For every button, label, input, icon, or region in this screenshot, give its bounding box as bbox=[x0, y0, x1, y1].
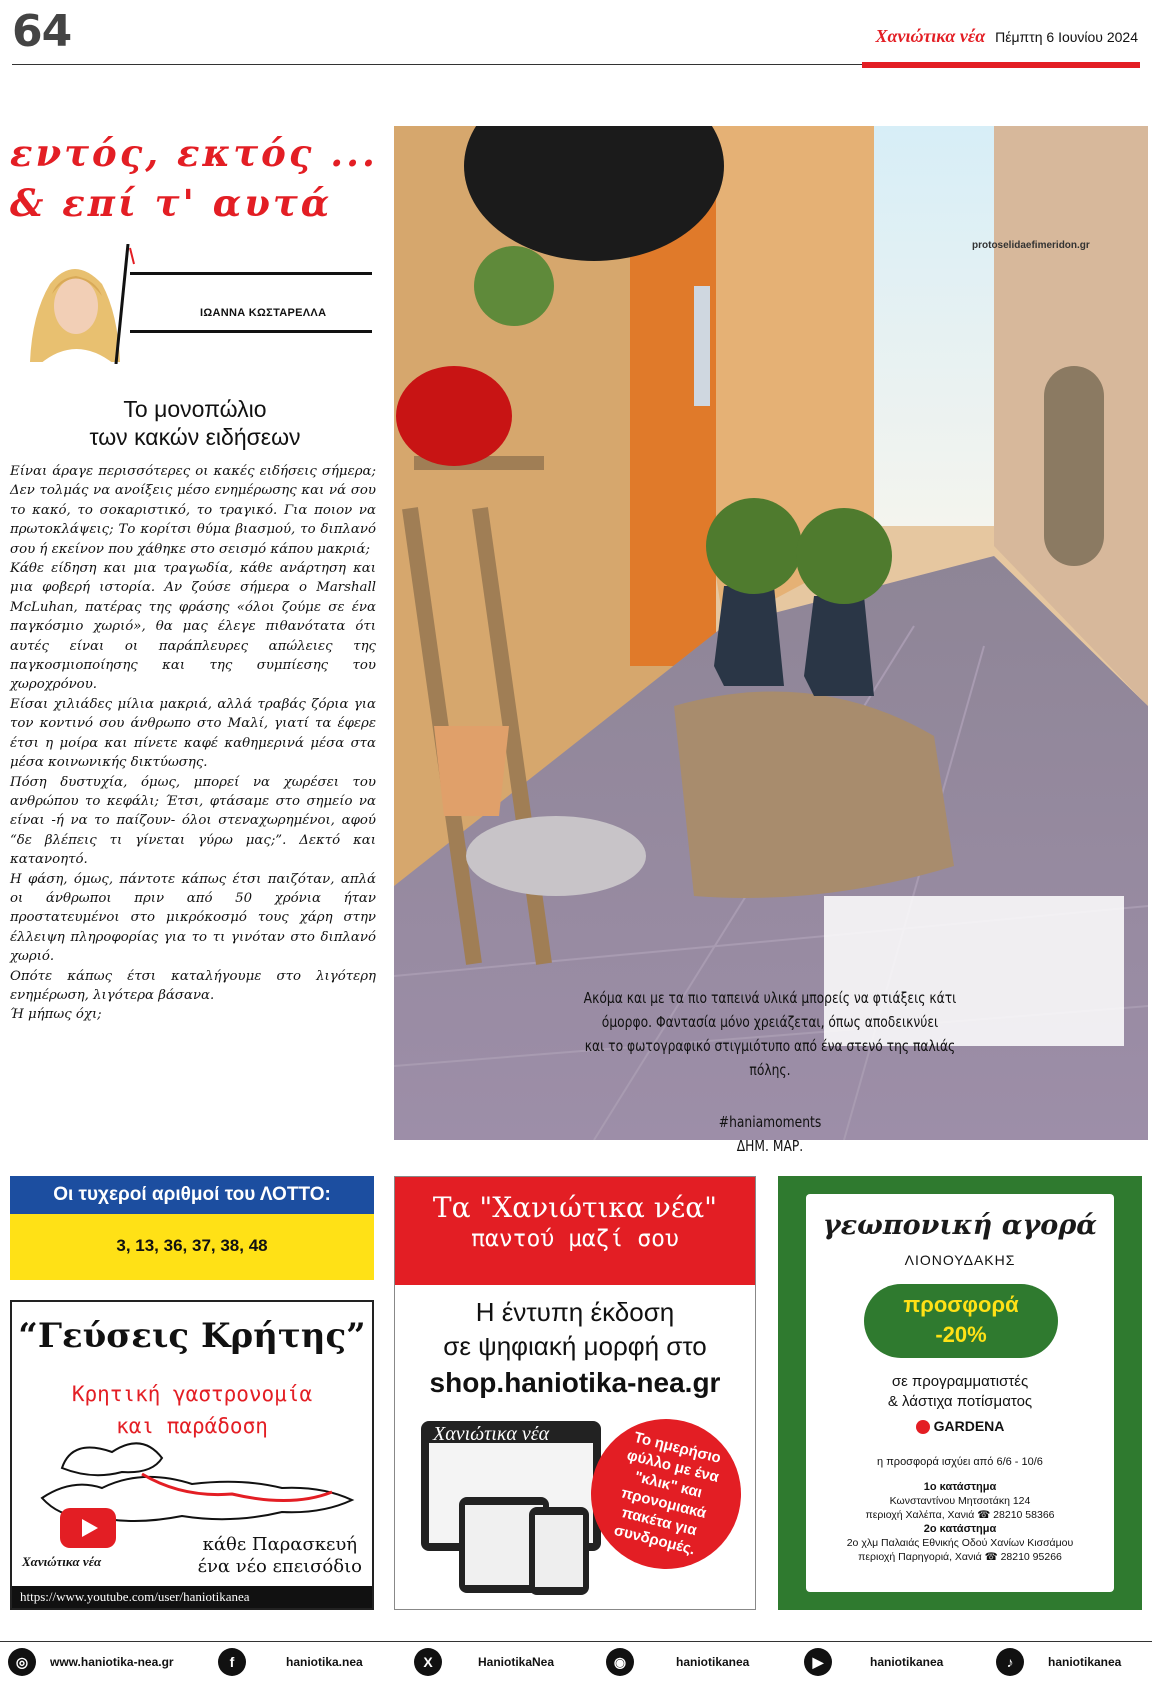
store1-title: 1ο κατάστημα bbox=[923, 1481, 997, 1493]
geo-title: γεωπονική αγορά bbox=[822, 1210, 1098, 1241]
youtube-icon bbox=[60, 1508, 116, 1548]
author-rule-bottom bbox=[130, 330, 372, 333]
article-paragraph: Πόση δυστυχία, όμως, μπορεί να χωρέσει του ανθρώπου το κεφάλι; Έτσι, φτάσαμε στο σημείο να είναι -ή να το παίζουν- όλοι στεναχωρημένοι, αφού “δε βλέπεις τι γίνεται γύρω μας;”. Δεκτό και κατανοητό. bbox=[10, 774, 376, 868]
geuseis-schedule-line2: ένα νέο επεισόδιο bbox=[197, 1556, 362, 1577]
lotto-box bbox=[10, 1176, 374, 1280]
globe-icon: ◎ bbox=[8, 1648, 36, 1676]
hn-ad-banner bbox=[395, 1177, 755, 1285]
geuseis-brand: Χανιώτικα νέα bbox=[22, 1554, 102, 1569]
footer-website[interactable]: www.haniotika-nea.gr bbox=[50, 1655, 174, 1669]
youtube-footer-icon[interactable]: ▶ bbox=[804, 1648, 832, 1676]
geo-offer-value: -20% bbox=[935, 1322, 987, 1347]
caption-credit: ΔΗΜ. ΜΑΡ. bbox=[736, 1137, 804, 1155]
instagram-icon[interactable]: ◉ bbox=[606, 1648, 634, 1676]
gardena-logo bbox=[806, 1418, 1114, 1434]
geuseis-schedule-line1: κάθε Παρασκευή bbox=[202, 1534, 358, 1555]
geo-description bbox=[806, 1372, 1114, 1412]
hn-ad-line1: Τα "Χανιώτικα νέα" bbox=[432, 1191, 718, 1224]
author-name: ΙΩΑΝΝΑ ΚΩΣΤΑΡΕΛΛΑ bbox=[200, 307, 327, 319]
hn-ad-mid-line1: Η έντυπη έκδοση bbox=[475, 1297, 675, 1327]
geuseis-title: “Γεύσεις Κρήτης” bbox=[18, 1316, 366, 1356]
gardena-icon bbox=[916, 1420, 930, 1434]
hn-ad-badge-text: Το ημερήσιο φύλλο με ένα "κλικ" και προνομιακά πακέτα για συνδρομές. bbox=[612, 1428, 723, 1559]
hn-ad-mid-line2: σε ψηφιακή μορφή στο bbox=[443, 1331, 707, 1361]
footer-rule bbox=[0, 1641, 1152, 1642]
store1-area: περιοχή Χαλέπα, Χανιά ☎ 28210 58366 bbox=[865, 1509, 1055, 1521]
geo-owner: ΛΙΟΝΟΥΔΑΚΗΣ bbox=[904, 1252, 1016, 1268]
geuseis-subtitle-line1: Κρητική γαστρονομία bbox=[71, 1382, 313, 1406]
photo-caption bbox=[565, 986, 975, 1158]
footer-x[interactable]: HaniotikaNea bbox=[478, 1655, 555, 1669]
article-paragraph: Η φάση, όμως, πάντοτε κάπως έτσι παιζόταν, απλά οι άνθρωποι πριν από 50 χρόνια ήταν προστατευμένοι στο μικρόκοσμό τους χάρη στην έλλειψη πληροφορίας για το τι γινόταν στο διπλανό χωριό. bbox=[10, 871, 376, 965]
column-title-line2: & επί τ' αυτά bbox=[10, 181, 333, 225]
store2-address: 2ο χλμ Παλαιάς Εθνικής Οδού Χανίων Κισσάμου bbox=[846, 1537, 1074, 1549]
article-paragraph: Οπότε κάπως έτσι καταλήγουμε στο λιγότερη ενημέρωση, λιγότερα βάσανα. bbox=[10, 968, 376, 1003]
footer-facebook[interactable]: haniotika.nea bbox=[286, 1655, 363, 1669]
issue-date: Πέμπτη 6 Ιουνίου 2024 bbox=[995, 29, 1138, 45]
caption-line3: και το φωτογραφικό στιγμιότυπο από ένα στενό της παλιάς πόλης. bbox=[584, 1037, 956, 1079]
geo-desc-line1: σε προγραμματιστές bbox=[891, 1373, 1029, 1390]
youtube-link[interactable]: https://www.youtube.com/user/haniotikanea bbox=[12, 1586, 372, 1608]
footer-youtube[interactable]: haniotikanea bbox=[870, 1655, 944, 1669]
geo-validity: η προσφορά ισχύει από 6/6 - 10/6 bbox=[877, 1456, 1043, 1468]
tiktok-icon[interactable]: ♪ bbox=[996, 1648, 1024, 1676]
facebook-icon[interactable]: f bbox=[218, 1648, 246, 1676]
headline-line1: Το μονοπώλιο bbox=[123, 396, 267, 422]
devices-illustration bbox=[419, 1417, 619, 1597]
geo-ad-panel bbox=[806, 1194, 1114, 1592]
shop-link[interactable]: shop.haniotika-nea.gr bbox=[429, 1367, 721, 1398]
article-headline bbox=[10, 395, 380, 451]
hn-ad-line2: παντού μαζί σου bbox=[471, 1226, 679, 1252]
column-title bbox=[10, 128, 380, 228]
lotto-numbers: 3, 13, 36, 37, 38, 48 bbox=[116, 1236, 268, 1255]
store2-area: περιοχή Παρηγοριά, Χανιά ☎ 28210 95266 bbox=[858, 1551, 1062, 1563]
publication-name: Χανιώτικα νέα bbox=[875, 26, 986, 46]
haniotika-subscription-ad[interactable] bbox=[394, 1176, 756, 1610]
geuseis-kritis-ad[interactable] bbox=[10, 1300, 374, 1610]
watermark: protoselidaefimeridon.gr bbox=[972, 240, 1090, 251]
store2-title: 2ο κατάστημα bbox=[923, 1523, 997, 1535]
author-portrait bbox=[10, 244, 138, 364]
x-icon[interactable]: X bbox=[414, 1648, 442, 1676]
lotto-title: Οι τυχεροί αριθμοί του ΛΟΤΤΟ: bbox=[10, 1176, 374, 1214]
article-paragraph: Ή μήπως όχι; bbox=[10, 1007, 102, 1023]
geo-desc-line2: & λάστιχα ποτίσματος bbox=[887, 1393, 1033, 1410]
article-body bbox=[10, 462, 376, 1025]
headline-line2: των κακών ειδήσεων bbox=[89, 424, 301, 450]
hn-ad-description bbox=[395, 1295, 755, 1363]
caption-line1: Ακόμα και με τα πιο ταπεινά υλικά μπορείς να φτιάξεις κάτι bbox=[583, 989, 957, 1007]
geuseis-subtitle-line2: και παράδοση bbox=[116, 1414, 268, 1438]
column-title-line1: εντός, εκτός ... bbox=[10, 131, 378, 175]
caption-line2: όμορφο. Φαντασία μόνο χρειάζεται, όπως αποδεικνύει bbox=[601, 1013, 939, 1031]
footer-tiktok[interactable]: haniotikanea bbox=[1048, 1655, 1122, 1669]
article-paragraph: Κάθε είδηση και μια τραγωδία, κάθε ανάρτηση και μια φοβερή ιστορία. Αν ζούσε σήμερα ο Marshall McLuhan, πατέρας της φράσης «όλοι ζούμε σε ένα παγκόσμιο χωριό», θα μας έλεγε πιθανότατα ότι αυτές είναι οι παράπλευρες απώλειες της παγκοσμιοποίησης και της συμπίεσης του χωροχρόνου. bbox=[10, 561, 376, 693]
device-brand: Χανιώτικα νέα bbox=[433, 1423, 550, 1445]
caption-hashtag: #haniamoments bbox=[718, 1113, 822, 1131]
article-paragraph: Είναι άραγε περισσότερες οι κακές ειδήσεις σήμερα; Δεν τολμάς να ανοίξεις μέσο ενημέρωσης και νά σου το κακό, το σοκαριστικό, το τραγικό. Για ποιον να πρωτοκλάψεις; Το κορίτσι θύμα βιασμού, το διπλανό σου ή εκείνον που χάθηκε στο σεισμό κάπου μακριά; bbox=[10, 464, 376, 557]
footer-instagram[interactable]: haniotikanea bbox=[676, 1655, 750, 1669]
store1-address: Κωνσταντίνου Μητσοτάκη 124 bbox=[889, 1495, 1031, 1507]
page-number: 64 bbox=[12, 6, 72, 57]
geo-offer-badge bbox=[864, 1284, 1058, 1358]
header-red-bar bbox=[862, 62, 1140, 68]
geuseis-schedule bbox=[198, 1534, 362, 1578]
gardena-label: GARDENA bbox=[933, 1418, 1005, 1434]
author-rule-top bbox=[130, 272, 372, 275]
geo-offer-label: προσφορά bbox=[903, 1292, 1019, 1317]
geo-stores bbox=[806, 1480, 1114, 1564]
article-paragraph: Είσαι χιλιάδες μίλια μακριά, αλλά τραβάς ζόρια για τον κοντινό σου άνθρωπο στο Μαλί, γιατί τα έφερε έτσι η μοίρα και πίνετε καφέ καθημερινά μέσα στα μέσα κοινωνικής δικτύωσης. bbox=[10, 696, 376, 771]
geoponiki-agora-ad[interactable] bbox=[778, 1176, 1142, 1610]
masthead bbox=[876, 26, 1138, 47]
